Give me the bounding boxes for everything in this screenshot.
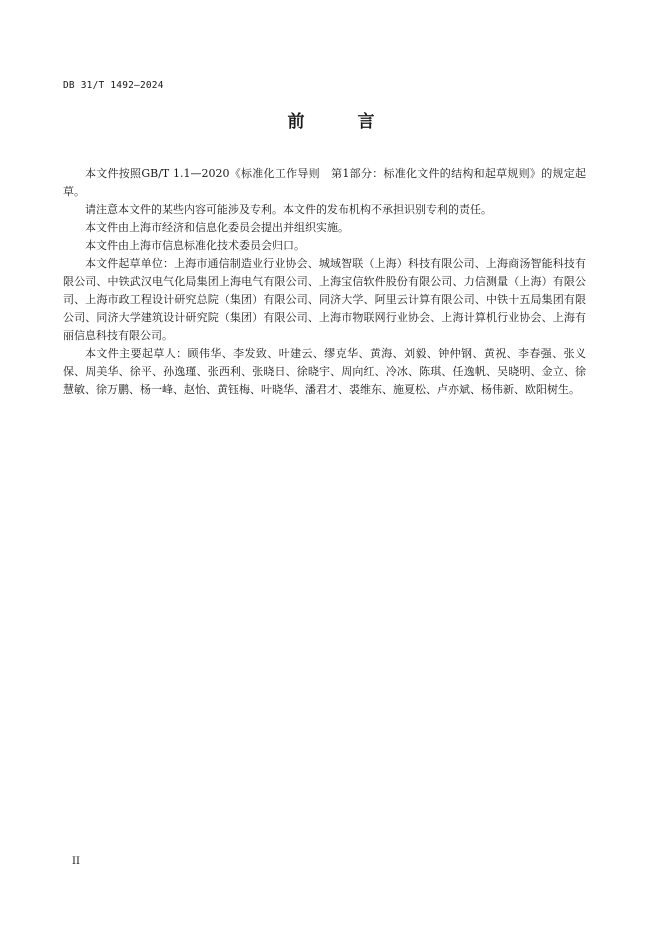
paragraph-drafting-basis: 本文件按照GB/T 1.1—2020《标准化工作导则 第1部分：标准化文件的结构和起草规则》的规定起草。: [63, 167, 586, 198]
paragraph-technical-committee: 本文件由上海市信息标准化技术委员会归口。: [85, 239, 305, 252]
paragraph-patent-notice: 请注意本文件的某些内容可能涉及专利。本文件的发布机构不承担识别专利的责任。: [85, 203, 492, 216]
paragraph-drafters: 本文件主要起草人：顾伟华、李发致、叶建云、缪克华、黄海、刘毅、钟仲钢、黄祝、李春强、张义保、周美华、徐平、孙逸瑾、张西利、张晓日、徐晓宇、周向红、冷冰、陈琪、任逸帆、吴晓明、金立、徐慧敏、徐万鹏、杨一峰、赵怡、黄钰梅、叶晓华、潘君才、裘维东、施夏松、卢亦斌、杨伟新、欧阳树生。: [63, 347, 586, 396]
paragraph-proposer: 本文件由上海市经济和信息化委员会提出并组织实施。: [85, 221, 349, 234]
page-number: II: [72, 856, 80, 867]
document-code: DB 31/T 1492—2024: [63, 80, 164, 91]
paragraph-drafting-units: 本文件起草单位：上海市通信制造业行业协会、城域智联（上海）科技有限公司、上海商汤智能科技有限公司、中铁武汉电气化局集团上海电气有限公司、上海宝信软件股份有限公司、力信测量（上海）有限公司、上海市政工程设计研究总院（集团）有限公司、同济大学、阿里云计算有限公司、中铁十五局集团有限公司、同济大学建筑设计研究院（集团）有限公司、上海市物联网行业协会、上海计算机行业协会、上海有丽信息科技有限公司。: [63, 257, 586, 342]
page-title: 前 言: [287, 112, 393, 132]
foreword-body: [63, 165, 586, 399]
